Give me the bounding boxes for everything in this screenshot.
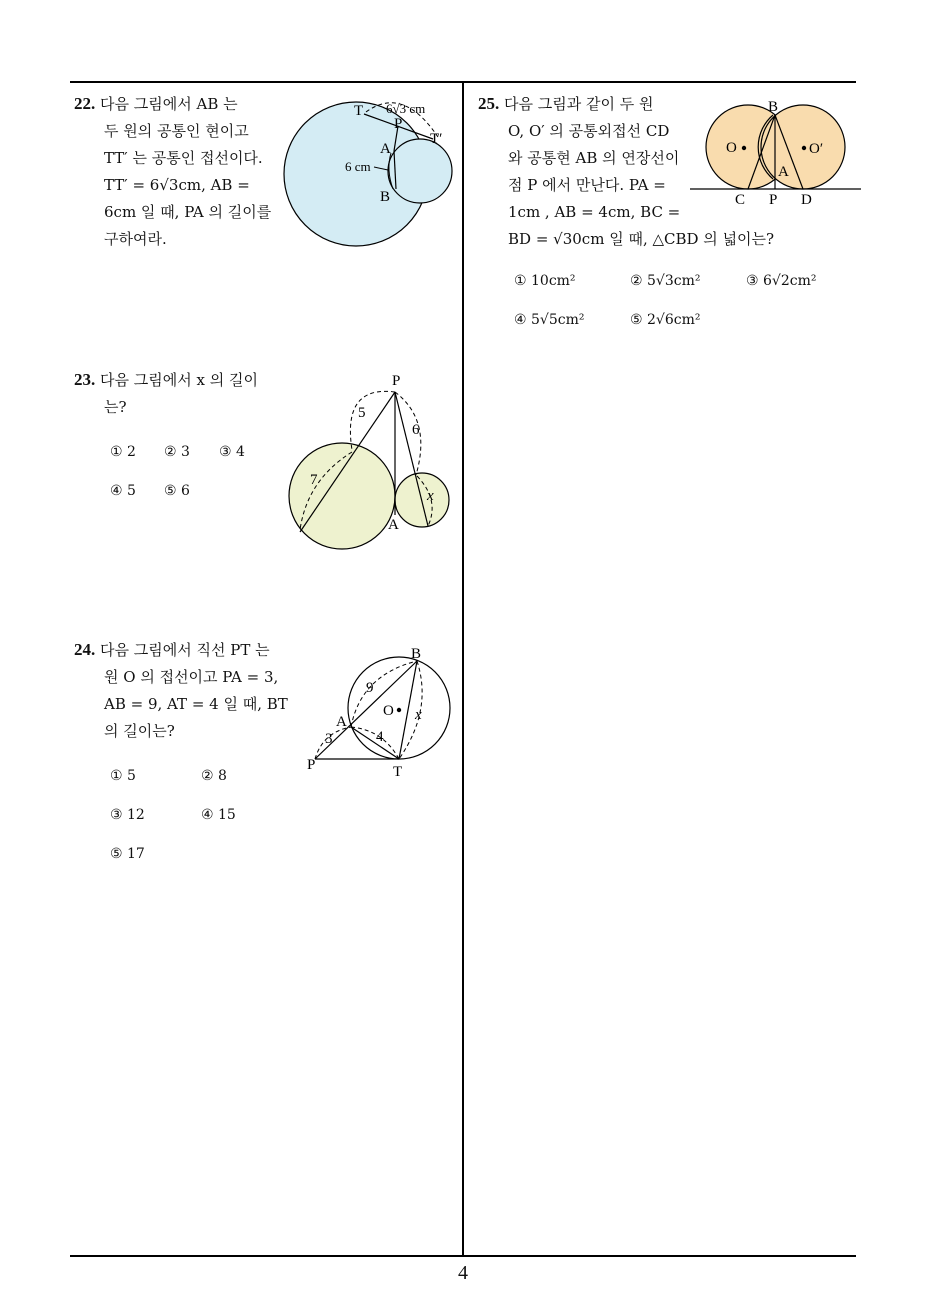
question-number: 25.	[478, 94, 500, 113]
question-text-line: O, O′ 의 공통외접선 CD	[508, 122, 670, 140]
q24-figure	[303, 640, 458, 785]
question-text-line: TT′ 는 공통인 접선이다.	[104, 149, 263, 167]
choice-1[interactable]: ① 2	[110, 444, 136, 460]
question-number: 23.	[74, 370, 96, 389]
question-text-line: 점 P 에서 만난다. PA =	[508, 176, 666, 194]
label-T: T	[393, 764, 403, 780]
label-P: P	[769, 192, 778, 208]
label-A: A	[380, 141, 391, 157]
center-dot	[397, 708, 401, 712]
q25-figure	[688, 95, 863, 210]
question-text-line: 1cm , AB = 4cm, BC =	[508, 203, 681, 221]
choice-1[interactable]: ① 10cm²	[514, 273, 576, 289]
label-C: C	[735, 192, 746, 208]
question-text-line: 다음 그림에서 직선 PT 는	[100, 641, 270, 659]
label-T: T	[354, 103, 364, 119]
label-O: O	[383, 703, 394, 719]
small-circle	[388, 139, 452, 203]
label-B: B	[380, 189, 391, 205]
choice-5[interactable]: ⑤ 17	[110, 846, 145, 862]
center-O-dot	[742, 146, 746, 150]
question-text-line: 원 O 의 접선이고 PA = 3,	[104, 668, 279, 686]
label-7: 7	[310, 472, 318, 488]
question-number: 22.	[74, 94, 96, 113]
choice-5[interactable]: ⑤ 6	[164, 483, 190, 499]
question-text-line: BD = √30cm 일 때, △CBD 의 넓이는?	[508, 230, 775, 248]
question-text-line: 의 길이는?	[104, 722, 175, 740]
q23-figure	[282, 370, 457, 560]
label-A: A	[388, 517, 399, 533]
choice-3[interactable]: ③ 6√2cm²	[746, 273, 817, 289]
label-Op: O′	[809, 141, 824, 157]
question-text-line: 6cm 일 때, PA 의 길이를	[104, 203, 272, 221]
question-text-line: 다음 그림과 같이 두 원	[504, 95, 654, 113]
question-number: 24.	[74, 640, 96, 659]
center-Op-dot	[802, 146, 806, 150]
label-x: x	[427, 488, 434, 504]
large-circle	[289, 443, 395, 549]
choice-4[interactable]: ④ 5	[110, 483, 136, 499]
page-number: 4	[458, 1262, 468, 1284]
question-text-line: 다음 그림에서 AB 는	[100, 95, 238, 113]
choice-3[interactable]: ③ 12	[110, 807, 145, 823]
label-len-top: 6√3 cm	[386, 101, 426, 116]
choice-3[interactable]: ③ 4	[219, 444, 245, 460]
choice-5[interactable]: ⑤ 2√6cm²	[630, 312, 701, 328]
label-B: B	[411, 646, 422, 662]
bottom-rule	[70, 1255, 856, 1257]
question-23	[74, 366, 284, 421]
choice-4[interactable]: ④ 5√5cm²	[514, 312, 585, 328]
label-6: 6	[412, 422, 420, 438]
label-A: A	[336, 714, 347, 730]
label-P: P	[394, 116, 403, 132]
choice-1[interactable]: ① 5	[110, 768, 136, 784]
label-Tp: T′	[430, 131, 443, 147]
label-P: P	[392, 373, 401, 389]
line-at	[351, 727, 399, 759]
question-24	[74, 636, 294, 745]
question-text-line: 다음 그림에서 x 의 길이	[100, 371, 258, 389]
question-text-line: 는?	[104, 398, 127, 416]
question-text-line: 구하여라.	[104, 230, 167, 248]
choice-4[interactable]: ④ 15	[201, 807, 236, 823]
question-text-line: 와 공통현 AB 의 연장선이	[508, 149, 680, 167]
label-4: 4	[376, 729, 384, 745]
label-3: 3	[325, 731, 333, 747]
label-D: D	[801, 192, 812, 208]
label-O: O	[726, 140, 737, 156]
label-len-ab: 6 cm	[345, 159, 371, 174]
choice-2[interactable]: ② 8	[201, 768, 227, 784]
label-9: 9	[366, 680, 374, 696]
question-text-line: AB = 9, AT = 4 일 때, BT	[104, 695, 288, 713]
label-5: 5	[358, 405, 366, 421]
question-text-line: TT′ = 6√3cm, AB =	[104, 176, 250, 194]
choice-2[interactable]: ② 3	[164, 444, 190, 460]
question-text-line: 두 원의 공통인 현이고	[104, 122, 249, 140]
label-B: B	[768, 99, 779, 115]
label-A: A	[778, 164, 789, 180]
q22-figure	[278, 95, 458, 265]
choice-2[interactable]: ② 5√3cm²	[630, 273, 701, 289]
label-P: P	[307, 757, 316, 773]
column-divider	[462, 82, 464, 1256]
label-x: x	[415, 707, 422, 723]
question-22	[74, 90, 274, 253]
